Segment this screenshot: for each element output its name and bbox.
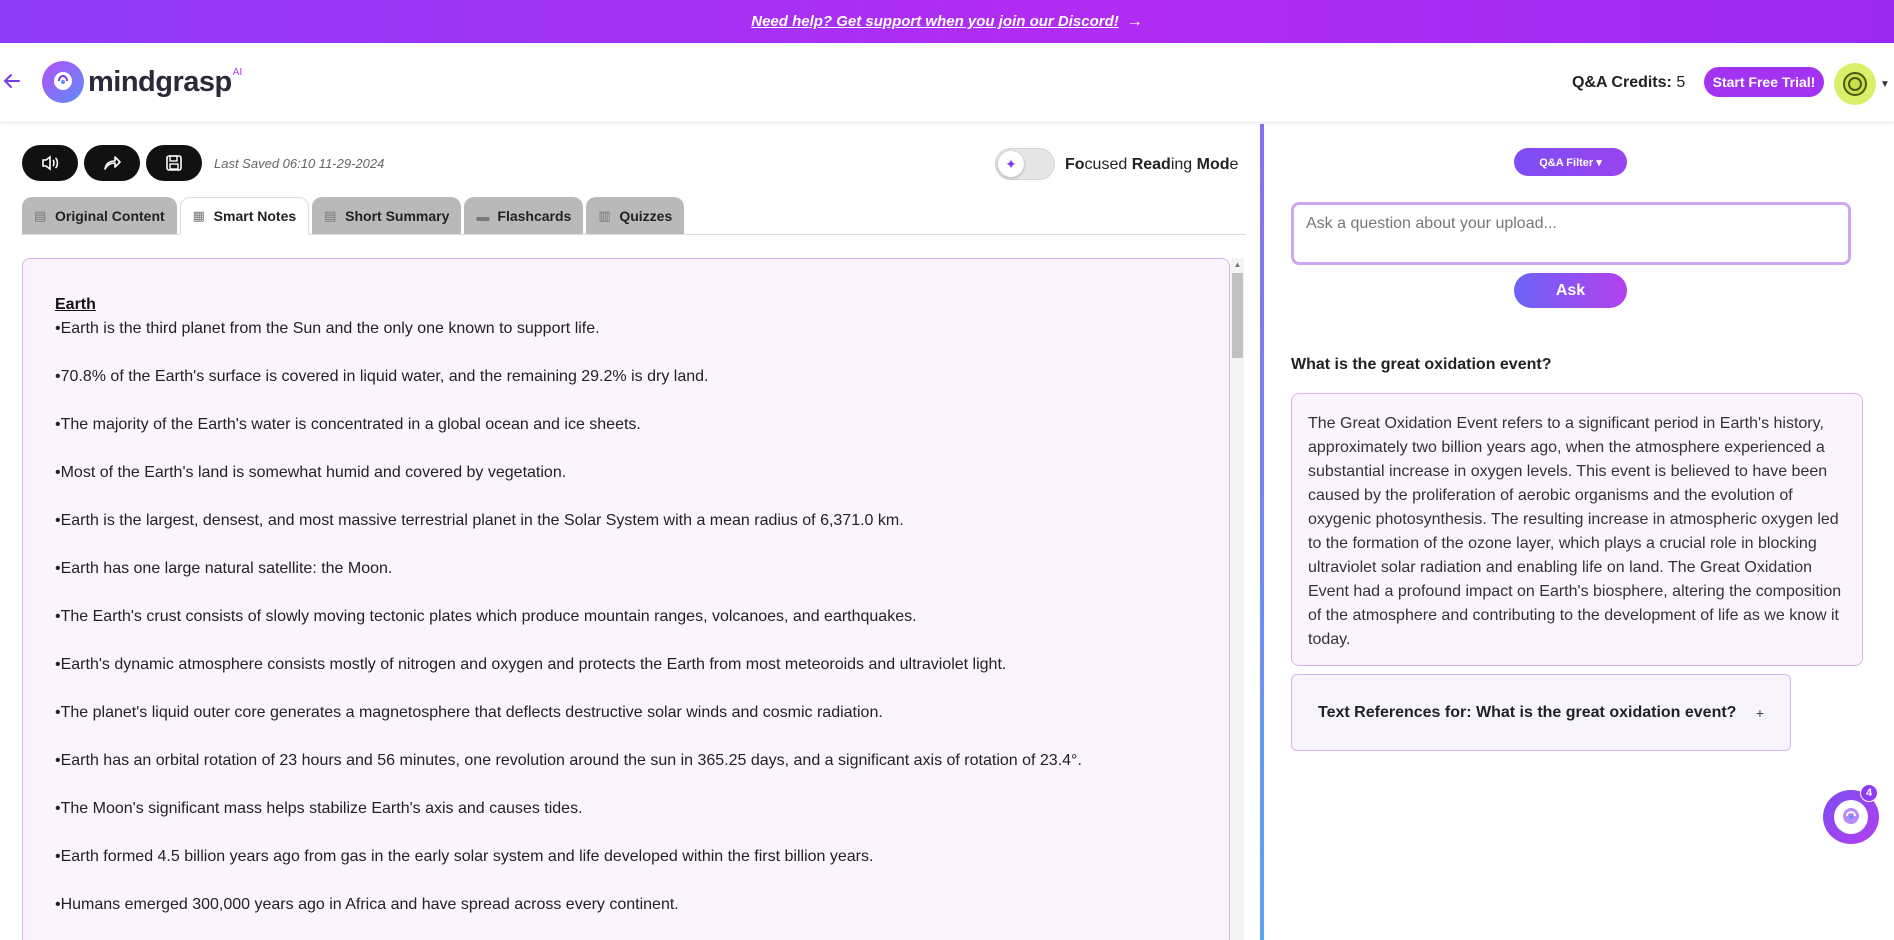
tab-flashcards[interactable]: ▬ Flashcards <box>464 197 583 235</box>
scroll-up-icon[interactable]: ▲ <box>1233 260 1242 269</box>
avatar[interactable] <box>1834 63 1876 105</box>
page-icon: ▤ <box>324 208 337 223</box>
app-header <box>0 43 1894 123</box>
arrow-right-icon: → <box>1126 12 1143 30</box>
clipboard-icon: ▦ <box>192 208 205 223</box>
brain-logo-icon <box>42 61 84 103</box>
tab-quizzes[interactable]: ▥ Quizzes <box>586 197 684 235</box>
note-line: •The Earth's crust consists of slowly moving tectonic plates which produce mountain ranges, volcanoes, and earthquakes. <box>55 608 917 625</box>
notes-scrollbar[interactable] <box>1231 258 1244 940</box>
caret-down-icon[interactable]: ▼ <box>1880 79 1890 90</box>
share-button[interactable] <box>84 145 140 181</box>
logo-ai-suffix: AI <box>232 66 243 78</box>
back-arrow-icon[interactable] <box>2 71 24 93</box>
qa-filter-dropdown[interactable]: Q&A Filter ▾ <box>1514 148 1627 176</box>
audio-button[interactable] <box>22 145 78 181</box>
scroll-thumb[interactable] <box>1232 273 1243 358</box>
note-line: •70.8% of the Earth's surface is covered in liquid water, and the remaining 29.2% is dry land. <box>55 368 709 385</box>
focused-reading-toggle[interactable] <box>995 148 1055 180</box>
notes-pane <box>0 124 1260 940</box>
sparkle-icon: ✦ <box>998 151 1024 177</box>
qa-credits <box>1572 74 1685 92</box>
note-line: •The planet's liquid outer core generates a magnetosphere that deflects destructive solar winds and cosmic radiation. <box>55 704 883 721</box>
text-references-toggle[interactable] <box>1291 674 1791 751</box>
note-line: •Earth has one large natural satellite: the Moon. <box>55 560 393 577</box>
note-line: •Earth's dynamic atmosphere consists mostly of nitrogen and oxygen and protects the Earth from most meteoroids and ultraviolet light. <box>55 656 1007 673</box>
note-line: •Earth has an orbital rotation of 23 hours and 56 minutes, one revolution around the sun in 365.25 days, and a significant axis of rotation of 23.4°. <box>55 752 1082 769</box>
plus-icon: + <box>1755 704 1764 721</box>
notes-title: Earth <box>55 296 96 313</box>
quiz-icon: ▥ <box>598 208 611 223</box>
tab-smart-notes[interactable]: ▦ Smart Notes <box>180 197 309 235</box>
start-free-trial-button[interactable]: Start Free Trial! <box>1704 67 1824 97</box>
note-line: •The Moon's significant mass helps stabilize Earth's axis and causes tides. <box>55 800 583 817</box>
answer-text: The Great Oxidation Event refers to a significant period in Earth's history, approximately two billion years ago, when the atmosphere experienced a substantial increase in oxygen levels. This event is believed to have been caused by the proliferation of aerobic organisms and the evolution of oxygenic photosynthesis. The resulting increase in atmospheric oxygen led to the formation of the ozone layer, which plays a crucial role in blocking ultraviolet solar radiation and enabling life on land. The Great Oxidation Event had a profound impact on Earth's biosphere, altering the composition of the atmosphere and contributing to the development of life as we know it today. <box>1291 393 1863 666</box>
save-button[interactable] <box>146 145 202 181</box>
tab-original-content[interactable]: ▤ Original Content <box>22 197 177 235</box>
tab-short-summary[interactable]: ▤ Short Summary <box>312 197 461 235</box>
speaker-icon <box>40 154 60 172</box>
discord-link[interactable]: Need help? Get support when you join our Discord! <box>751 13 1119 30</box>
question-heading: What is the great oxidation event? <box>1291 356 1552 373</box>
note-line: •Most of the Earth's land is somewhat humid and covered by vegetation. <box>55 464 567 481</box>
share-arrow-icon <box>102 154 122 172</box>
note-line: •Earth is the third planet from the Sun and the only one known to support life. <box>55 320 600 337</box>
note-line: •Earth is the largest, densest, and most massive terrestrial planet in the Solar System with a mean radius of 6,371.0 km. <box>55 512 904 529</box>
ask-button[interactable]: Ask <box>1514 273 1627 308</box>
discord-banner <box>0 0 1894 43</box>
logo-text: mindgrasp <box>88 65 232 98</box>
qa-pane <box>1264 124 1894 940</box>
brain-help-icon <box>1834 800 1868 834</box>
notification-badge: 4 <box>1860 784 1878 802</box>
note-line: •The majority of the Earth's water is concentrated in a global ocean and ice sheets. <box>55 416 641 433</box>
focused-reading-label: Focused Reading Mode <box>1065 156 1239 173</box>
user-avatar-icon <box>1840 69 1870 99</box>
last-saved-text: Last Saved 06:10 11-29-2024 <box>214 156 385 171</box>
cards-icon: ▬ <box>476 208 490 224</box>
document-icon: ▤ <box>34 208 47 223</box>
note-line: •Earth formed 4.5 billion years ago from gas in the early solar system and life developed within the first billion years. <box>55 848 874 865</box>
credits-label: Q&A Credits: <box>1572 74 1672 91</box>
smart-notes-content[interactable] <box>22 258 1230 940</box>
floppy-disk-icon <box>165 154 183 172</box>
credits-value: 5 <box>1676 74 1686 91</box>
mindgrasp-logo[interactable] <box>42 61 242 103</box>
text-references-label: Text References for: What is the great oxidation event? <box>1318 703 1737 721</box>
content-tabs <box>22 197 687 235</box>
question-input[interactable] <box>1291 202 1851 265</box>
note-line: •Humans emerged 300,000 years ago in Africa and have spread across every continent. <box>55 896 679 913</box>
